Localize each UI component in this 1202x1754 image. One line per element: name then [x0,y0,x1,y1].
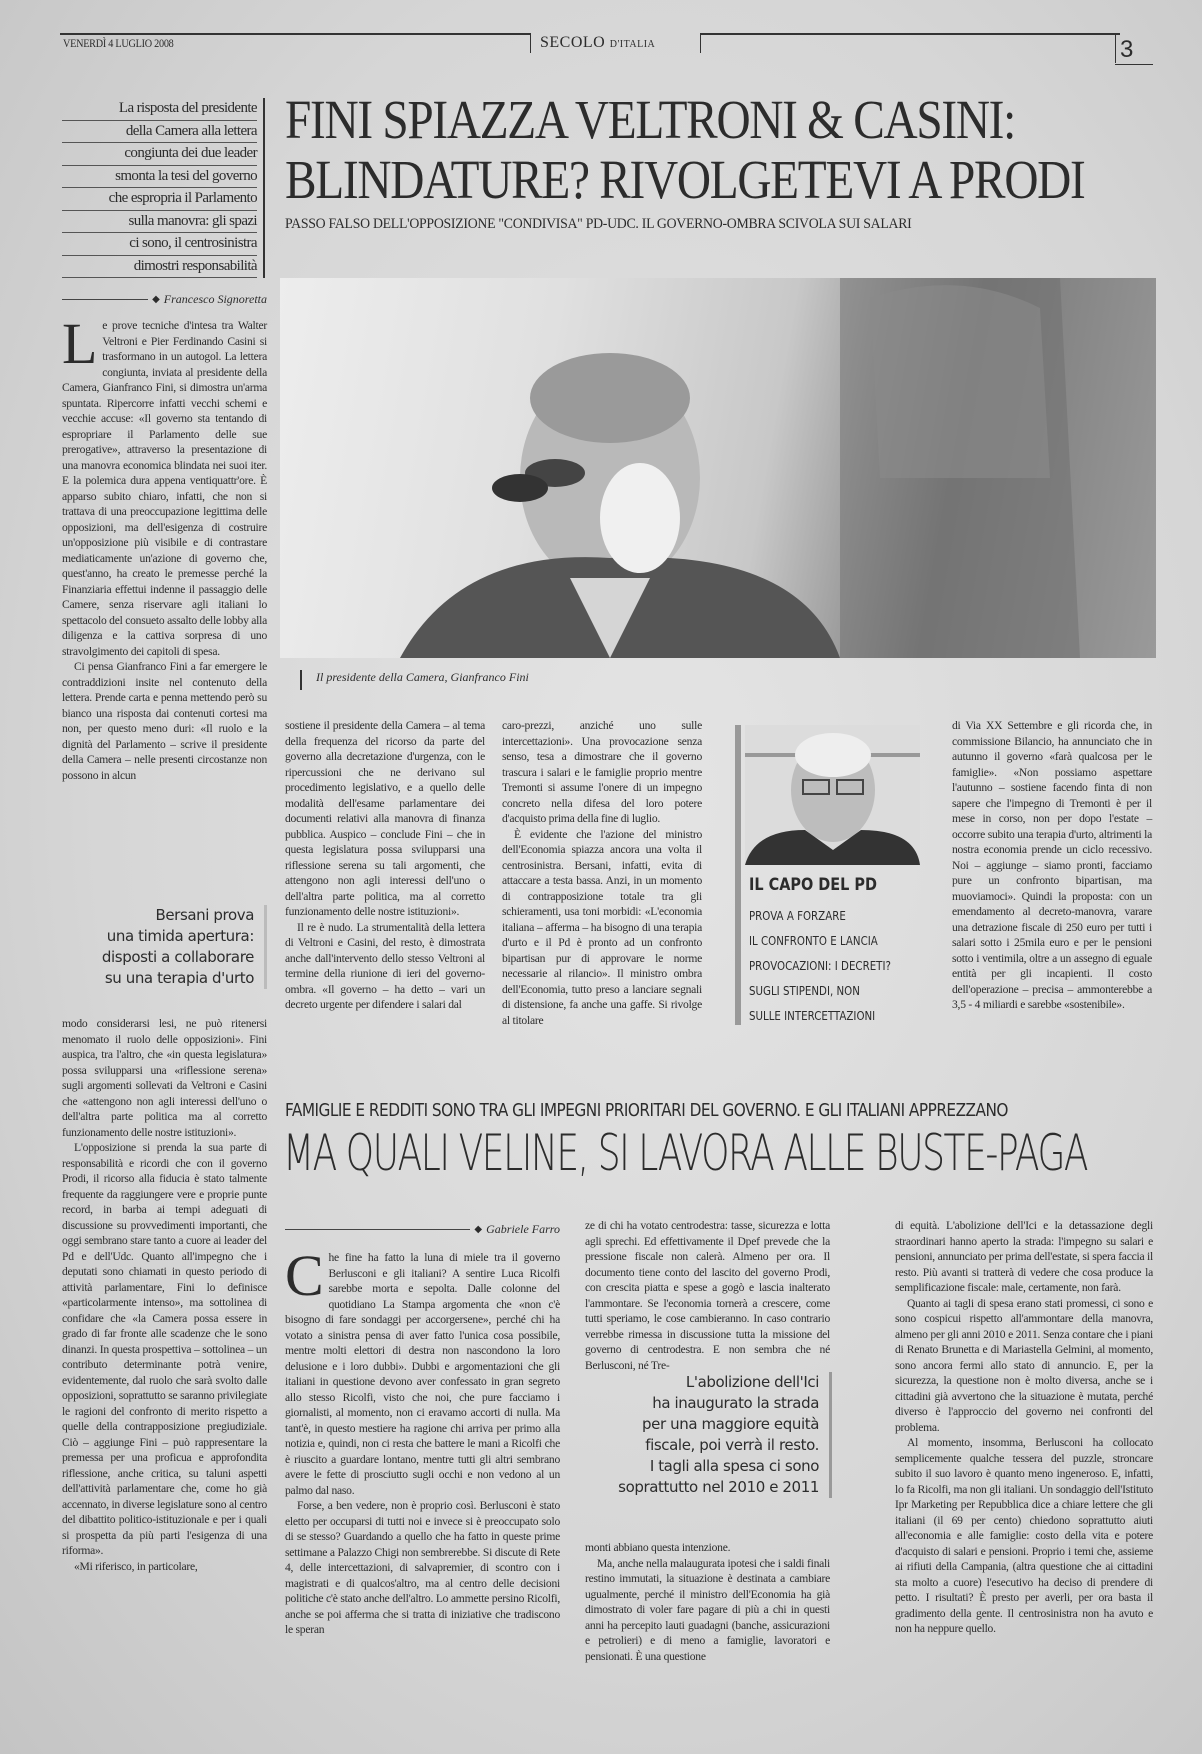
article-column [285,718,485,1063]
quote-line: ha inaugurato la strada [652,1394,819,1412]
quote-line: fiscale, poi verrà il resto. [645,1436,819,1454]
byline-rule [285,1229,470,1230]
diamond-icon: ◆ [152,294,160,305]
quote-line: disposti a collaborare [101,948,254,966]
deck-line: dimostri responsabilità [62,256,257,279]
masthead-suffix: D'ITALIA [609,39,656,50]
byline [285,1222,560,1237]
paragraph: modo considerarsi lesi, ne può ritenersi menomato il ruolo delle opposizioni». Fini auspica, tra l'altro, che «in questa legislatura» possa svilupparsi una «riflessione serena» sugli argomenti sollevati da Veltroni e Casini che «attengono non agli interessi dell'uno o dell'altra parte politica ma al corretto funzionamento delle nostre istituzioni». [62,1017,267,1139]
portrait-illustration [745,725,920,865]
deck-line: sulla manovra: gli spazi [62,211,257,234]
article-column [895,1218,1153,1698]
byline-rule [62,299,148,300]
article-column [62,1016,267,1698]
paragraph: Ci pensa Gianfranco Fini a far emergere le contraddizioni insite nel contenuto della lettera. Prende carta e penna mettendo però su bianco una risposta dai contenuti cortesi ma non, per questo meno duri: «Il ruolo e la dignità del Parlamento – scrive il presidente della Camera – nelle presenti circostanze non possono in alcun [62,660,267,782]
quote-line: Bersani prova [155,906,254,924]
byline [62,292,267,307]
deck-line: ci sono, il centrosinistra [62,233,257,256]
quote-line: per una maggiore equità [642,1415,819,1433]
photo-bersani [745,725,920,865]
headline-line: FINI SPIAZZA VELTRONI & CASINI: [285,89,1016,150]
paragraph: di equità. L'abolizione dell'Ici e la detassazione degli straordinari hanno aperto la strada: l'impegno su salari e pensioni, annunciato per prima dell'estate, si spera faccia il resto. Più avanti si tratterà di vedere che cosa produce la semplificazione fiscale: male, certamente, non farà. [895,1219,1153,1294]
paragraph: Quanto ai tagli di spesa erano stati promessi, ci sono e sono cospicui rispetto all'ammontare della manovra, almeno per gli anni 2010 e 2011. Senza contare che i piani di Renato Brunetta e di Mariastella Gelmini, al momento, sono ancora fermi allo stato di annuncio. E, per la sicurezza, la questione non è molto diversa, anche se i cittadini già avvertono che la situazione è mutata, perché diverso è l'approccio del governo nei confronti del problema. [895,1296,1153,1434]
pull-quote [62,905,267,989]
headline-line: BLINDATURE? RIVOLGETEVI A PRODI [285,149,1085,210]
header-rule [530,33,531,53]
photo-illustration [280,278,1156,658]
drop-cap: C [285,1243,324,1308]
diamond-icon: ◆ [474,1224,483,1235]
paragraph: Il re è nudo. La strumentalità della lettera di Veltroni e Casini, del resto, è dimostrata anche dall'intervento dello stesso Veltroni al termine della riunione di ieri del governo-ombra. «Il governo – ha detto – vari un decreto urgente per difendere i salari dal [285,920,485,1011]
article-column [502,718,702,1063]
paragraph: L'opposizione si prenda la sua parte di responsabilità e ricordi che con il governo Prodi, il ricorso alla fiducia è stato talmente frequente da raggiungere vere e proprie punte record, in barba ai tempi adeguati di discussione su provvedimenti importanti, che oggi sembrano stare tanto a cuore ai leader del Pd e dell'Udc. Quanto all'impegno che i deputati sono chiamati in questo periodo di attività parlamentare, Fini lo definisce «particolarmente intenso», ma sottolinea di confidare che «la Camera possa essere in grado di far fronte alle scadenze che le sono dinanzi. In questa prospettiva – sottolinea – un contributo determinante potrà venire, evidentemente, dal ruolo che sarà svolto dalle opposizioni, soprattutto se saranno privilegiate le ragioni del confronto di merito rispetto a quelle della contrapposizione pregiudiziale. Ciò – aggiunge Fini – può rappresentare la premessa per una proficua e approfondita riflessione, anche critica, su taluni aspetti dell'attività parlamentare che, come ho già accennato, in diverse legislature sono al centro del dibattito politico-istituzionale e per i quali si prospetta da più parti l'esigenza di una riforma». [62,1141,267,1557]
header-rule [60,33,530,35]
paragraph: caro-prezzi, anziché uno sulle intercettazioni». Una provocazione senza senso, tesa a dimostrare che il governo trascura i salari e le famiglie proprio mentre Tremonti si assume l'onere di un impegno concreto nella difesa del loro potere d'acquisto prima della fine di luglio. [502,719,702,825]
kicker: FAMIGLIE E REDDITI SONO TRA GLI IMPEGNI PRIORITARI DEL GOVERNO. E GLI ITALIANI APPREZZANO [285,1100,1008,1121]
article-column [285,1243,560,1698]
paragraph: È evidente che l'azione del ministro dell'Economia spiazza ancora una volta il centrosinistra. Bersani, infatti, evita di attaccare a testa bassa. Anzi, in un momento di contrapposizione totale tra gli schieramenti, usa toni morbidi: «L'economia italiana – afferma – ha bisogno di una terapia d'urto e il Pd è pronto ad un confronto bipartisan pur di approvare le norme necessarie al rilancio». Il ministro ombra dell'Economia, tutto preso a lanciare segnali di distensione, fa anche una gaffe. Si rivolge al titolare [502,827,702,1027]
header-rule [700,33,1120,35]
issue-date: VENERDÌ 4 LUGLIO 2008 [63,36,174,50]
photo-fini [280,278,1156,658]
quote-line: su una terapia d'urto [104,969,254,987]
pull-quote [600,1372,832,1498]
header-rule [1115,64,1153,65]
quote-line: soprattutto nel 2010 e 2011 [618,1478,819,1496]
paragraph: sostiene il presidente della Camera – al tema della frequenza del ricorso da parte del governo alla decretazione d'urgenza, con le ripercussioni che ne derivano sul procedimento legislativo, e a quello delle modalità dell'esame parlamentare dei documenti relativi alla manovra di finanza pubblica. Auspico – conclude Fini – che in questa legislatura possa svilupparsi una riflessione serena su tali argomenti, che attengono non agli interessi dell'uno o dell'altra parte politica, ma al corretto funzionamento delle nostre istituzioni». [285,719,485,918]
paragraph: Al momento, insomma, Berlusconi ha collocato semplicemente qualche tessera del puzzle, stroncare subito il suo lavoro è quanto meno ingeneroso. E, infatti, lo fa Ricolfi, ma non gli italiani. Un sondaggio dell'Istituto Ipr Marketing per Repubblica dice a chiare lettere che gli italiani (il 69 per cento) chiedono soprattutto aiuti all'economia e alle famiglie: costo della vita e potere d'acquisto di salari e pensioni. Proprio i temi che, assieme ai rifiuti della Campania, (altra questione che ai cittadini sta molto a cuore) l'esecutivo ha deciso di prendere di petto. I risultati? È presto per averli, per ora basta il gradimento della gente. Il centrosinistra non ha avuto e non ha neppure quello. [895,1436,1153,1635]
sidebar-line: IL CONFRONTO E LANCIA [749,933,878,948]
deck-line: della Camera alla lettera [62,121,257,144]
drop-cap: L [62,311,98,376]
headline [285,90,1171,210]
paragraph: Forse, a ben vedere, non è proprio così. Berlusconi è stato eletto per occuparsi di tutti noi e invece si è preoccupato solo di se stesso? Guardando a quello che ha fatto in queste prime settimane a Palazzo Chigi non sembrerebbe. Si discute di Rete 4, delle intercettazioni, di salvapremier, di scontro con i magistrati e di qualcos'altro, ma al centro delle decisioni politiche c'è stato anche dell'altro. Lo ammette persino Ricolfi, anche se poi afferma che si tratta di iniziative che tradiscono le speran [285,1499,560,1636]
masthead [540,34,655,52]
article-deck [62,98,265,278]
paragraph: e prove tecniche d'intesa tra Walter Veltroni e Pier Ferdinando Casini si trasformano in un autogol. La lettera congiunta, inviata al presidente della Camera, Gianfranco Fini, si dimostra un'arma spuntata. Ripercorre infatti vecchi schemi e vecchie accuse: «Il governo sta tentando di espropriare il Parlamento delle sue prerogative», attraverso la presentazione di una manovra economica blindata nei suoi iter. E la polemica dura appena ventiquattr'ore. È apparso subito chiaro, infatti, che non si trattava di una preoccupazione legittima delle opposizioni, ma dell'esigenza di costruire un'opposizione più visibile e di contrastare mediaticamente un'azione di governo che, quest'anno, ha creato le premesse perché la Finanziaria effettui indenne il passaggio delle Camere, senza riservare agli italiani lo spettacolo del consueto assalto delle lobby alla diligenza e la cattiva sorpresa di uno stravolgimento dei capitoli di spesa. [62,319,267,658]
paragraph: monti abbiano questa intenzione. [585,1541,731,1554]
deck-line: smonta la tesi del governo [62,166,257,189]
sidebar-text [749,903,891,1028]
paragraph: ze di chi ha votato centrodestra: tasse, sicurezza e lotta agli sprechi. Ed effettivamente il Dpef prevede che la pressione fiscale non calerà. Almeno per ora. Il documento tiene conto del lascito del governo Prodi, con crescita piatta e spese a gogò e lascia inalterato l'ammontare. Se l'economia tornerà a crescere, come tutti speriamo, le cose cambieranno. In caso contrario verrebbe rimessa in discussione tutta la missione del governo di centrodestra. E non sembra che né Berlusconi, né Tre- [585,1219,830,1372]
paragraph: he fine ha fatto la luna di miele tra il governo Berlusconi e gli italiani? A sentire Luca Ricolfi sarebbe morta e sepolta. Dalle colonne del quotidiano La Stampa argomenta che «non c'è bisogno di fare sondaggi per accorgersene», perché chi ha votato a sinistra pensa di aver fatto l'unica cosa possibile, mentre molti elettori di destra non nascondono la loro delusione e i loro dubbi». Dubbi e argomentazioni che gli italiani in questione devono aver confessato in gran segreto allo stesso Ricolfi, visto che noi, che pure facciamo i giornalisti, al momento, non ci eravamo accorti di nulla. Ma tant'è, in questo mestiere ha ragione chi arriva per primo alla notizia e, quindi, non ci resta che battere le mani a Ricolfi che è riuscito a guardare lontano, mentre tutti gli altri sembrano avere le fette di prosciutto sugli occhi e non vedono al un palmo dal naso. [285,1251,560,1497]
author-name: Francesco Signoretta [163,292,267,306]
paragraph: «Mi riferisco, in particolare, [74,1559,198,1573]
header-rule [700,33,701,53]
article-column [952,718,1152,1068]
masthead-name: SECOLO [540,34,606,51]
sidebar-line: PROVOCAZIONI: I DECRETI? [749,958,891,973]
header-rule [1115,33,1116,63]
paragraph: Ma, anche nella malaugurata ipotesi che i saldi finali restino immutati, la situazione è destinata a cambiare ugualmente, perché il ministro dell'Economia ha già dimostrato di voler fare pagare di più a chi in questi anni ha percepito lauti guadagni (banche, assicurazioni e petrolieri) e di meno a famiglie, lavoratori e pensionati. È una questione [585,1556,830,1663]
deck-line: che espropria il Parlamento [62,188,257,211]
article-column [585,1540,830,1698]
photo-caption: Il presidente della Camera, Gianfranco Fini [300,670,529,690]
sidebar-line: PROVA A FORZARE [749,908,846,923]
quote-line: L'abolizione dell'Ici [685,1373,819,1391]
sidebar-line: SUGLI STIPENDI, NON [749,983,860,998]
deck-line: congiunta dei due leader [62,143,257,166]
sidebar-box [735,725,925,1025]
quote-line: una timida apertura: [106,927,254,945]
article-column [585,1218,830,1372]
page-number: 3 [1120,36,1134,63]
subheadline: PASSO FALSO DELL'OPPOSIZIONE "CONDIVISA" PD-UDC. IL GOVERNO-OMBRA SCIVOLA SUI SALARI [285,216,912,232]
paragraph: di Via XX Settembre e gli ricorda che, in commissione Bilancio, ha annunciato che in autunno il governo «farà qualcosa per le famiglie». «Non possiamo aspettare l'autunno – sostiene facendo finta di non sapere che l'impegno di Tremonti è per il mese in corso, non per dopo l'estate – occorre subito una terapia d'urto, altrimenti la nostra economia prende un ciclo recessivo. Noi – aggiunge – siamo pronti, facciamo pure un confronto bipartisan, ma muoviamoci». Quindi la proposta: con un emendamento al decreto-manovra, varare una detrazione fiscale di 250 euro per tutti i salari sotto i 25mila euro e per le pensioni sotto i ventimila, oltre a un assegno di eguale entità per gli incapienti. Il costo dell'operazione – precisa – ammonterebbe a 3,5 - 4 miliardi e sarebbe «sostenibile». [952,719,1152,1011]
quote-line: I tagli alla spesa ci sono [649,1457,819,1475]
sidebar-title: IL CAPO DEL PD [749,875,878,895]
deck-line: La risposta del presidente [62,98,257,121]
headline: MA QUALI VELINE, SI LAVORA ALLE BUSTE-PAGA [283,1124,1088,1182]
sidebar-line: SULLE INTERCETTAZIONI [749,1008,876,1023]
author-name: Gabriele Farro [486,1222,560,1236]
